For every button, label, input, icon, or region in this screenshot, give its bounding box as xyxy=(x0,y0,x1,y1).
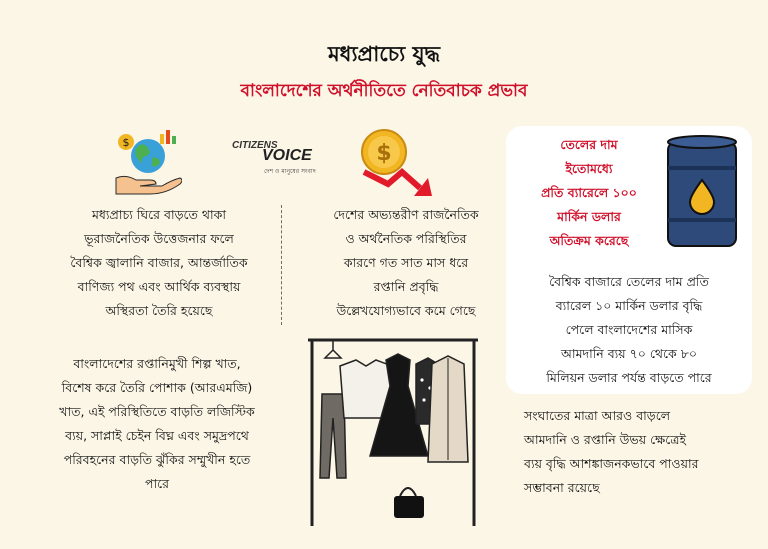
text-line: অতিক্রম করেছে xyxy=(549,233,629,248)
logo-tagline: দেশ ও মানুষের সংবাদ xyxy=(264,168,316,175)
text-block-geopolitics xyxy=(36,203,282,323)
falling-coin-arrow-icon xyxy=(358,126,442,198)
text-line: বৈশ্বিক বাজারে তেলের দাম প্রতি xyxy=(549,274,709,289)
logo-word-citizens: CITIZENS xyxy=(232,140,278,151)
text-block-export-growth xyxy=(290,203,522,323)
clothes-rack-illustration xyxy=(300,330,486,530)
text-line: অস্থিরতা তৈরি হয়েছে xyxy=(105,303,213,318)
dashed-divider xyxy=(281,205,282,325)
text-line: মধ্যপ্রাচ্য ঘিরে বাড়তে থাকা xyxy=(91,207,226,222)
text-line: দেশের অভ্যন্তরীণ রাজনৈতিক xyxy=(333,207,479,222)
text-line: ও অর্থনৈতিক পরিস্থিতির xyxy=(345,231,467,246)
svg-text:$: $ xyxy=(376,141,392,166)
text-line: তেলের দাম xyxy=(560,137,618,152)
text-line: খাত, এই পরিস্থিতিতে বাড়তি লজিস্টিক xyxy=(59,404,255,419)
text-line: ভূরাজনৈতিক উত্তেজনার ফলে xyxy=(84,231,234,246)
text-line: প্রতি ব্যারেলে ১০০ xyxy=(541,185,637,200)
page-title: মধ্যপ্রাচ্যে যুদ্ধ xyxy=(328,42,440,66)
text-block-cost-risk xyxy=(524,404,760,500)
text-line: ব্যারেল ১০ মার্কিন ডলার বৃদ্ধি xyxy=(555,298,703,313)
oil-barrel-icon xyxy=(662,134,742,252)
text-line: ইতোমধ্যে xyxy=(565,161,613,176)
text-line: পরিবহনের বাড়তি ঝুঁকির সম্মুখীন হতে xyxy=(63,452,251,467)
oil-price-highlight xyxy=(514,133,664,253)
text-line: উল্লেখযোগ্যভাবে কমে গেছে xyxy=(336,303,476,318)
text-line: রপ্তানি প্রবৃদ্ধি xyxy=(373,279,439,294)
text-line: বাণিজ্য পথ এবং আর্থিক ব্যবস্থায় xyxy=(77,279,241,294)
text-line: ব্যয় বৃদ্ধি আশঙ্কাজনকভাবে পাওয়ার xyxy=(524,456,699,471)
text-line: বৈশ্বিক জ্বালানি বাজার, আন্তর্জাতিক xyxy=(70,255,248,270)
text-line: সম্ভাবনা রয়েছে xyxy=(524,480,600,495)
text-line: আমদানি ব্যয় ৭০ থেকে ৮০ xyxy=(560,346,698,361)
text-line: মার্কিন ডলার xyxy=(557,209,621,224)
text-line: আমদানি ও রপ্তানি উভয় ক্ষেত্রেই xyxy=(524,432,686,447)
text-line: পারে xyxy=(144,476,169,491)
text-line: কারণে গত সাত মাস ধরে xyxy=(343,255,469,270)
text-line: পেলে বাংলাদেশের মাসিক xyxy=(565,322,693,337)
text-line: মিলিয়ন ডলার পর্যন্ত বাড়তে পারে xyxy=(546,370,712,385)
text-line: সংঘাতের মাত্রা আরও বাড়লে xyxy=(524,408,671,423)
text-block-oil-impact xyxy=(506,270,752,390)
citizens-voice-logo xyxy=(228,140,324,184)
text-block-rmg-sector xyxy=(22,352,292,496)
text-line: বাংলাদেশের রপ্তানিমুখী শিল্প খাত, xyxy=(73,356,241,371)
logo-word-voice: VOICE xyxy=(262,147,312,164)
page-subtitle: বাংলাদেশের অর্থনীতিতে নেতিবাচক প্রভাব xyxy=(240,81,528,101)
text-line: বিশেষ করে তৈরি পোশাক (আরএমজি) xyxy=(61,380,253,395)
svg-text:$: $ xyxy=(122,136,130,149)
globe-money-hand-icon xyxy=(110,128,182,196)
text-line: ব্যয়, সাপ্লাই চেইন বিঘ্ন এবং সমুদ্রপথে xyxy=(65,428,249,443)
